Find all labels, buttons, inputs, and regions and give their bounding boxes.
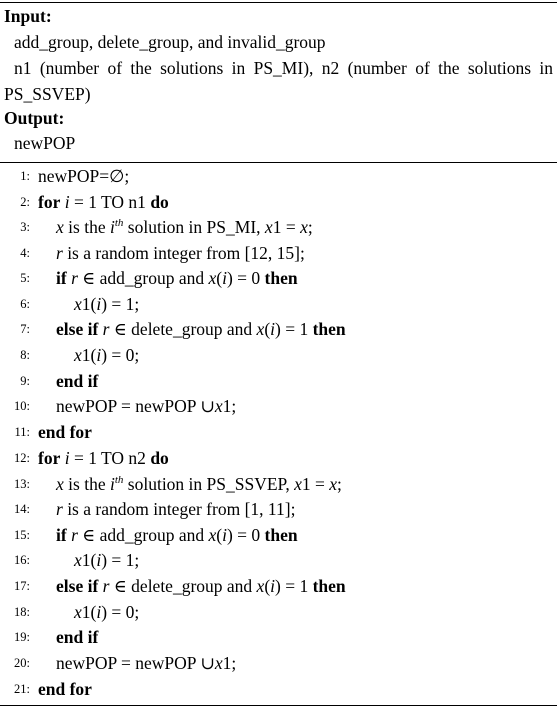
top-rule [0,2,557,3]
step-code: end for [38,422,92,442]
step-code: x1(i) = 1; [74,550,140,570]
step-line-9 [0,370,557,392]
line-number: 17: [14,579,30,593]
line-number: 2: [20,195,30,209]
step-line-20 [0,652,557,674]
step-line-12 [0,447,557,469]
step-code: newPOP = newPOP ∪x1; [56,653,237,673]
line-number: 4: [20,246,30,260]
line-number: 11: [14,425,30,439]
line-number: 20: [14,656,30,670]
step-code: newPOP = newPOP ∪x1; [56,396,237,416]
step-line-10 [0,395,557,417]
step-line-14 [0,498,557,520]
step-code: r is a random integer from [12, 15]; [56,243,305,263]
step-code: for i = 1 TO n1 do [38,192,169,212]
step-line-1 [0,165,557,187]
output-line-1: newPOP [14,133,76,153]
line-number: 3: [20,220,30,234]
line-number: 6: [20,297,30,311]
step-code: end for [38,679,92,699]
step-code: x1(i) = 1; [74,294,140,314]
step-line-11 [0,421,557,443]
line-number: 5: [20,271,30,285]
step-line-19 [0,626,557,648]
middle-rule [0,162,557,163]
line-number: 19: [14,630,30,644]
step-code: x is the $i^{th}$ solution in PS_SSVEP, x1 = x; [56,474,342,494]
step-code: x1(i) = 0; [74,345,140,365]
step-line-21 [0,678,557,700]
line-number: 8: [20,348,30,362]
step-code: end if [56,627,99,647]
step-code: x is the $i^{th}$ solution in PS_MI, x1 = x; [56,217,313,237]
step-line-13 [0,473,557,495]
step-line-7 [0,318,557,340]
step-code: for i = 1 TO n2 do [38,448,169,468]
line-number: 18: [14,605,30,619]
step-code: if r ∈ add_group and x(i) = 0 then [56,525,298,545]
step-line-8 [0,344,557,366]
input-line-1: add_group, delete_group, and invalid_group [14,32,326,52]
line-number: 10: [14,399,30,413]
step-line-2 [0,191,557,213]
step-code: x1(i) = 0; [74,602,140,622]
input-line-2: n1 (number of the solutions in PS_MI), n2 (number of the solutions in PS_SSVEP) [4,58,553,104]
line-number: 9: [20,374,30,388]
step-line-3 [0,216,557,238]
step-code: if r ∈ add_group and x(i) = 0 then [56,268,298,288]
step-code: else if r ∈ delete_group and x(i) = 1 then [56,576,346,596]
step-line-15 [0,524,557,546]
line-number: 14: [14,502,30,516]
line-number: 13: [14,477,30,491]
step-line-6 [0,293,557,315]
line-number: 7: [20,322,30,336]
step-code: end if [56,371,99,391]
bottom-rule [0,705,557,706]
step-code: newPOP=∅; [38,166,130,186]
input-heading: Input: [4,6,52,26]
line-number: 21: [14,682,30,696]
step-line-18 [0,601,557,623]
output-heading: Output: [4,108,65,128]
line-number: 12: [14,451,30,465]
line-number: 16: [14,553,30,567]
step-line-5 [0,267,557,289]
step-line-17 [0,575,557,597]
step-line-16 [0,549,557,571]
step-line-4 [0,242,557,264]
line-number: 1: [20,169,30,183]
line-number: 15: [14,528,30,542]
step-code: else if r ∈ delete_group and x(i) = 1 then [56,319,346,339]
step-code: r is a random integer from [1, 11]; [56,499,296,519]
